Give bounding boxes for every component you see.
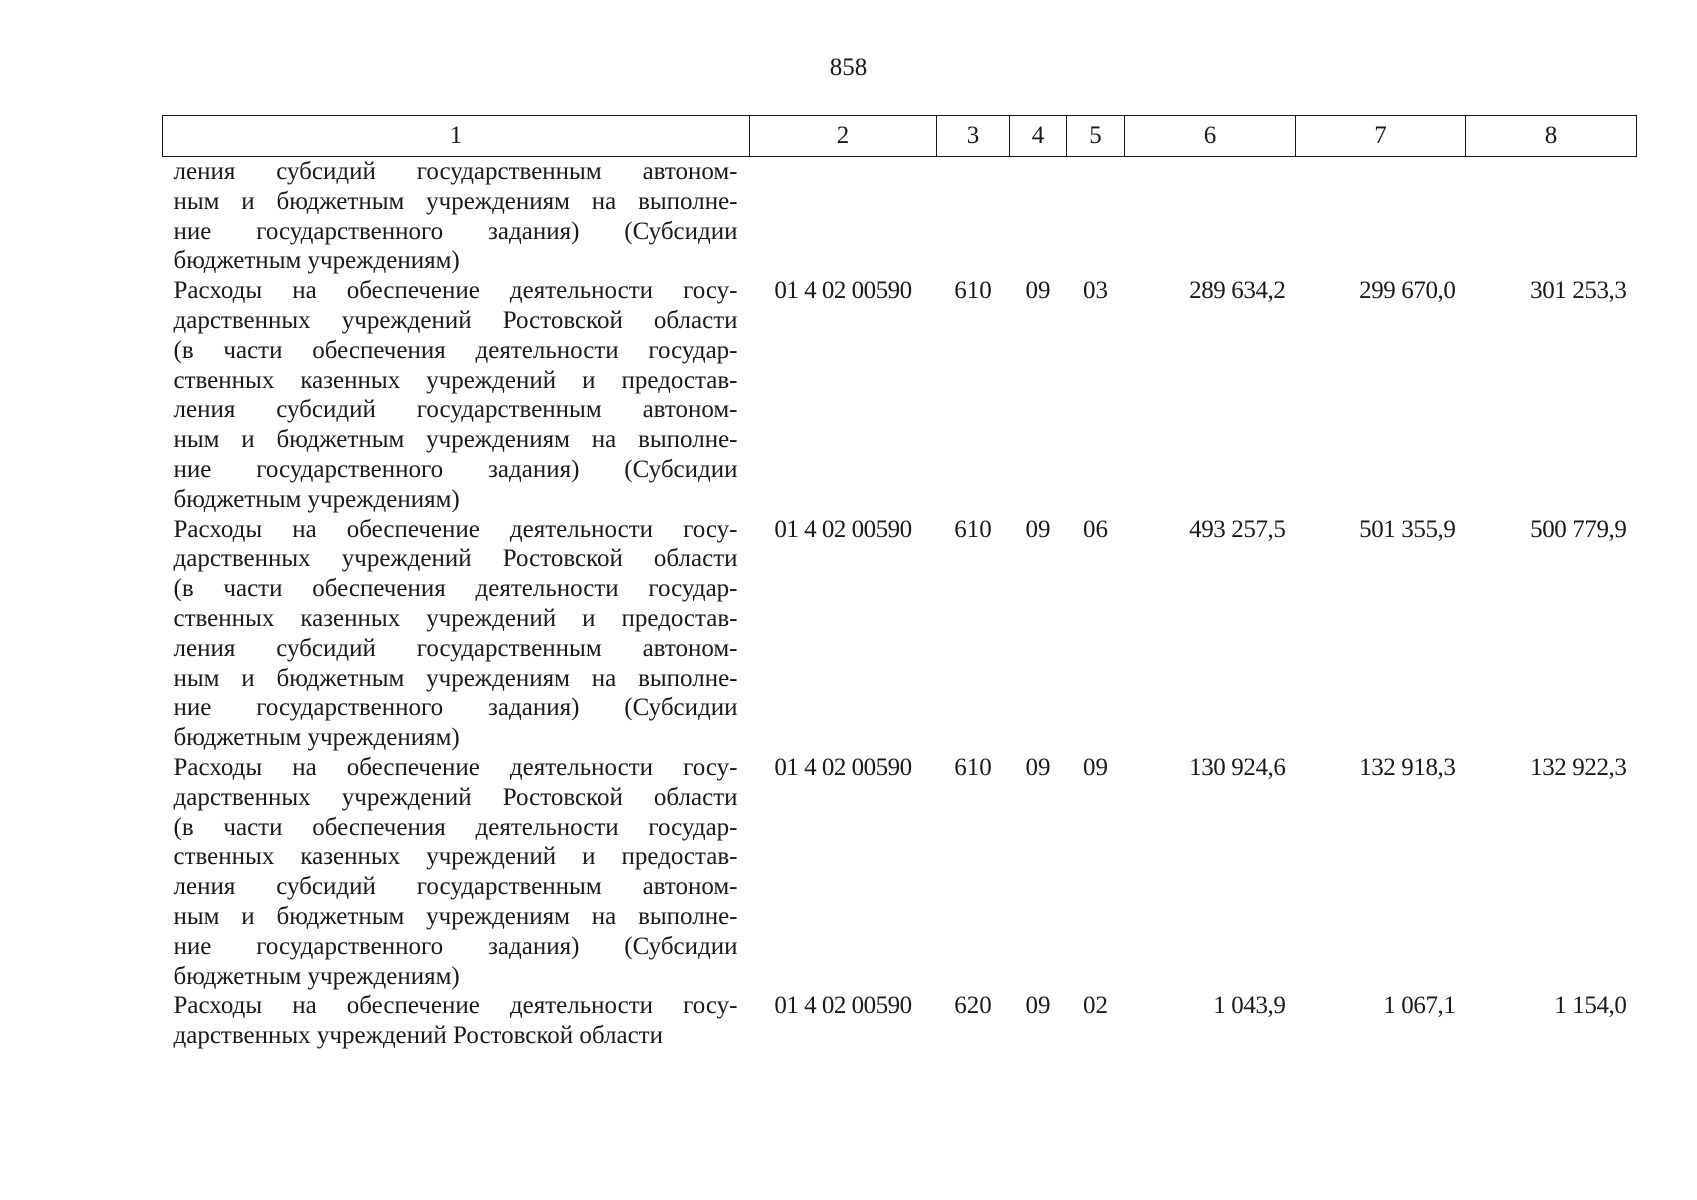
row-year-2: 299 670,0 <box>1359 277 1456 305</box>
row-code: 01 4 02 00590 <box>774 753 912 781</box>
row-vr <box>937 157 1010 277</box>
header-col-1: 1 <box>163 116 750 157</box>
row-pr: 09 <box>1083 753 1108 781</box>
row-code <box>750 157 937 277</box>
description-line: ние государственного задания) (Субсидии <box>173 455 738 483</box>
description-line: дарственных учреждений Ростовской области <box>173 1022 663 1050</box>
description-line: бюджетным учреждениям) <box>173 962 460 990</box>
description-line: ления субсидий государственным автоном- <box>173 634 738 662</box>
row-description <box>163 991 750 1051</box>
description-line: ственных казенных учреждений и предостав- <box>173 843 738 871</box>
row-year-1: 1 043,9 <box>1213 992 1286 1020</box>
row-year-3: 301 253,3 <box>1530 277 1627 305</box>
table-row <box>163 991 1637 1051</box>
description-line: ления субсидий государственным автоном- <box>173 396 738 424</box>
row-rz <box>1010 157 1067 277</box>
row-year-1: 289 634,2 <box>1189 277 1286 305</box>
description-line: ственных казенных учреждений и предостав- <box>173 366 738 394</box>
row-year-1 <box>1125 157 1296 277</box>
description-line: Расходы на обеспечение деятельности госу- <box>173 753 738 781</box>
description-line: дарственных учреждений Ростовской области <box>173 545 738 573</box>
budget-table <box>162 115 1637 1051</box>
header-col-6: 6 <box>1125 116 1296 157</box>
description-line: ным и бюджетным учреждениям на выполне- <box>173 664 738 692</box>
description-line: бюджетным учреждениям) <box>173 247 460 275</box>
description-line: Расходы на обеспечение деятельности госу- <box>173 515 738 543</box>
row-year-1: 130 924,6 <box>1189 753 1286 781</box>
description-line: Расходы на обеспечение деятельности госу- <box>173 992 738 1020</box>
row-description <box>163 515 750 753</box>
row-year-3: 1 154,0 <box>1554 992 1627 1020</box>
row-pr <box>1067 157 1125 277</box>
row-year-1: 493 257,5 <box>1189 515 1286 543</box>
header-col-8: 8 <box>1466 116 1637 157</box>
description-line: ние государственного задания) (Субсидии <box>173 217 738 245</box>
header-col-4: 4 <box>1010 116 1067 157</box>
row-vr: 610 <box>954 277 992 305</box>
description-line: ние государственного задания) (Субсидии <box>173 694 738 722</box>
row-rz: 09 <box>1025 753 1051 781</box>
header-col-2: 2 <box>750 116 937 157</box>
description-line: (в части обеспечения деятельности государ- <box>173 575 738 603</box>
description-line: дарственных учреждений Ростовской области <box>173 783 738 811</box>
description-line: бюджетным учреждениям) <box>173 724 460 752</box>
row-year-3 <box>1466 157 1637 277</box>
description-line: дарственных учреждений Ростовской области <box>173 306 738 334</box>
header-row <box>163 116 1637 157</box>
description-line: ние государственного задания) (Субсидии <box>173 932 738 960</box>
description-line: (в части обеспечения деятельности государ- <box>173 813 738 841</box>
description-line: ным и бюджетным учреждениям на выполне- <box>173 187 738 215</box>
row-pr: 06 <box>1083 515 1108 543</box>
description-line: ления субсидий государственным автоном- <box>173 873 738 901</box>
description-line: ления субсидий государственным автоном- <box>173 158 738 185</box>
header-col-3: 3 <box>937 116 1010 157</box>
row-pr: 02 <box>1083 992 1108 1020</box>
row-year-2: 1 067,1 <box>1383 992 1456 1020</box>
row-year-2 <box>1296 157 1466 277</box>
description-line: ным и бюджетным учреждениям на выполне- <box>173 426 738 454</box>
row-description <box>163 753 750 991</box>
row-code: 01 4 02 00590 <box>774 515 912 543</box>
row-vr: 610 <box>954 753 992 781</box>
row-vr: 610 <box>954 515 992 543</box>
description-line: ным и бюджетным учреждениям на выполне- <box>173 902 738 930</box>
description-line: Расходы на обеспечение деятельности госу- <box>173 277 738 305</box>
row-pr: 03 <box>1083 277 1108 305</box>
row-rz: 09 <box>1025 992 1051 1020</box>
header-col-7: 7 <box>1296 116 1466 157</box>
header-col-5: 5 <box>1067 116 1125 157</box>
row-vr: 620 <box>954 992 992 1020</box>
row-year-2: 501 355,9 <box>1359 515 1456 543</box>
row-code: 01 4 02 00590 <box>774 277 912 305</box>
table-row <box>163 515 1637 753</box>
description-line: (в части обеспечения деятельности государ- <box>173 336 738 364</box>
row-description <box>163 276 750 514</box>
description-line: ственных казенных учреждений и предостав- <box>173 604 738 632</box>
description-line: бюджетным учреждениям) <box>173 485 460 513</box>
row-description <box>163 157 750 277</box>
table-row <box>163 276 1637 514</box>
row-year-3: 132 922,3 <box>1530 753 1627 781</box>
row-code: 01 4 02 00590 <box>774 992 912 1020</box>
page-number: 858 <box>829 54 868 81</box>
table-row <box>163 157 1637 277</box>
table-row <box>163 753 1637 991</box>
row-year-2: 132 918,3 <box>1359 753 1456 781</box>
row-rz: 09 <box>1025 515 1051 543</box>
row-year-3: 500 779,9 <box>1530 515 1627 543</box>
row-rz: 09 <box>1025 277 1051 305</box>
